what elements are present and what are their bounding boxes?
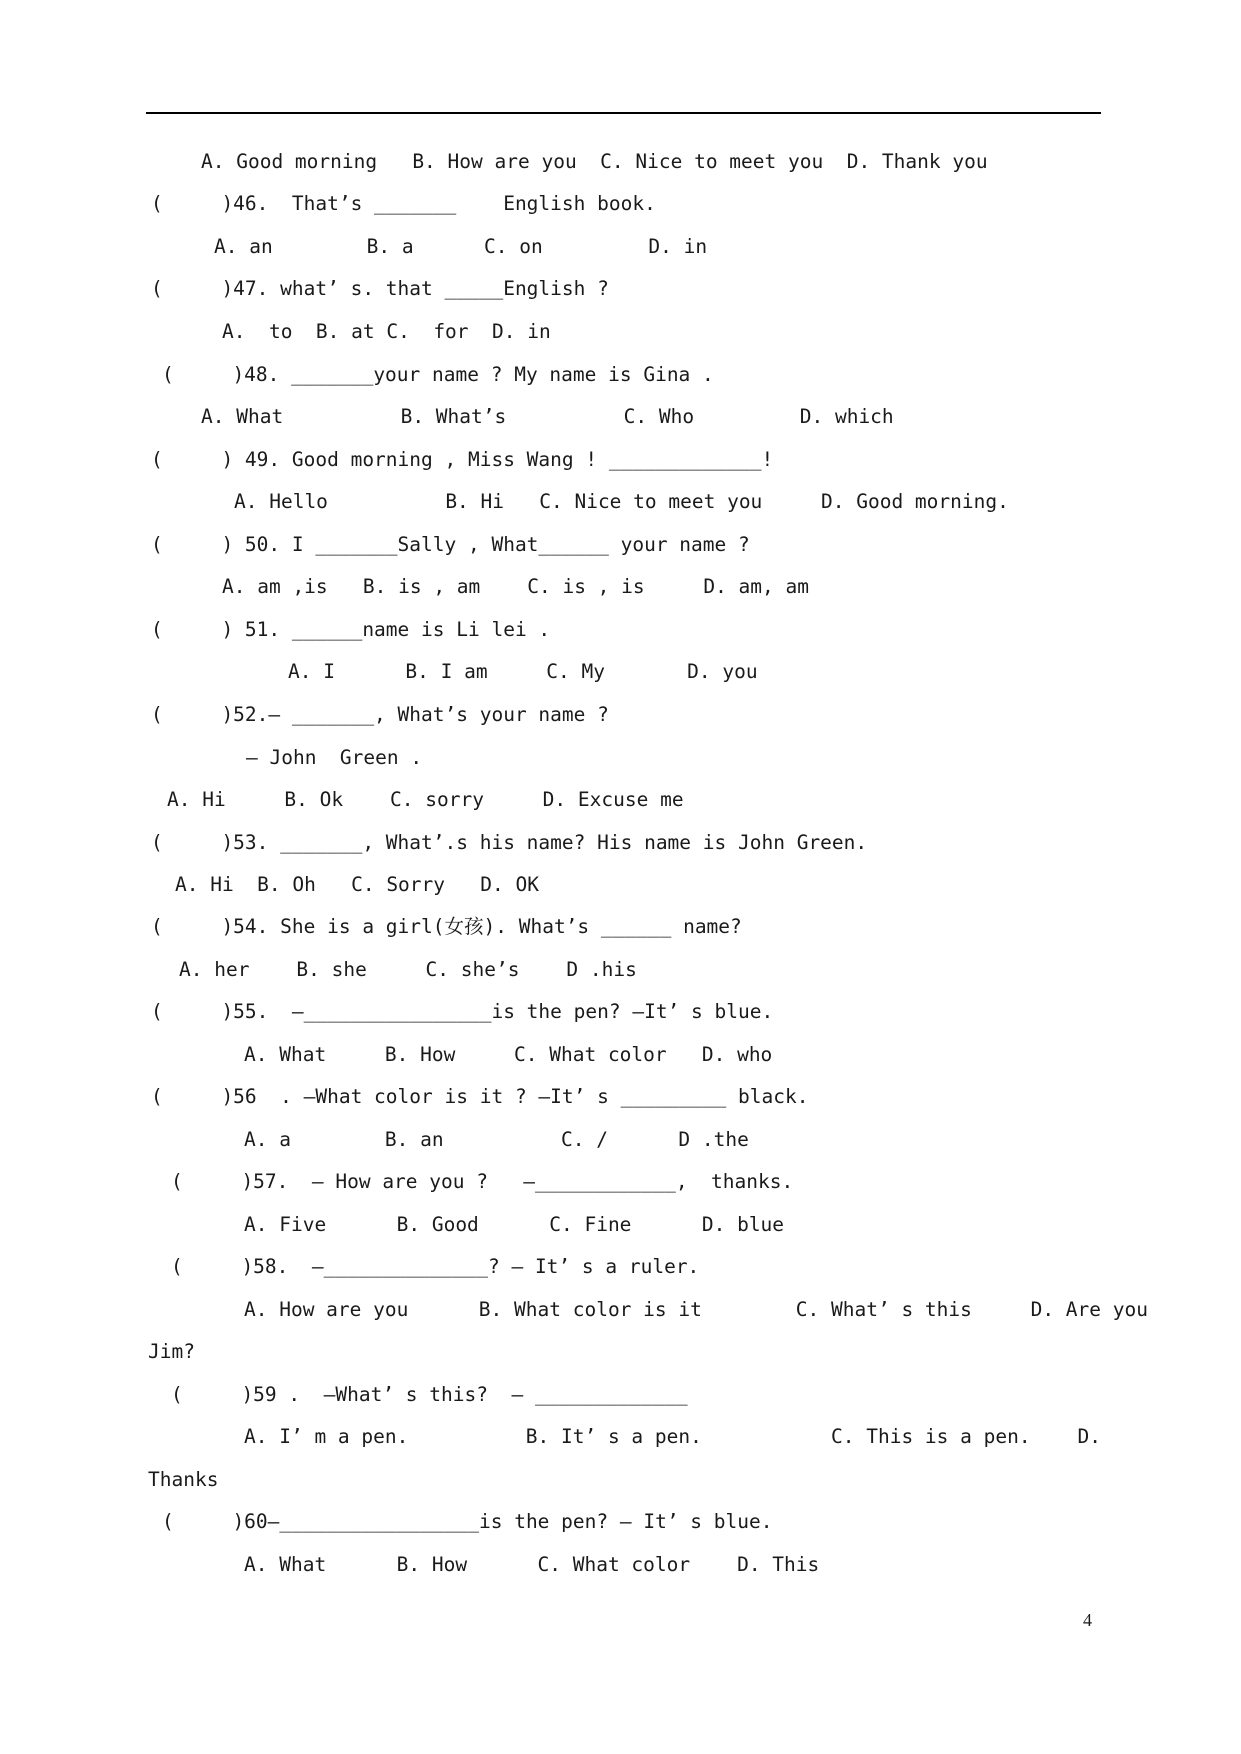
q60-options: A. What B. How C. What color D. This	[244, 1553, 820, 1576]
q47-options: A. to B. at C. for D. in	[222, 320, 551, 343]
q58-options-wrap: Jim?	[148, 1340, 195, 1363]
q54-question: ( )54. She is a girl(女孩). What’s ______ name?	[151, 915, 742, 938]
q45-options: A. Good morning B. How are you C. Nice to meet you D. Thank you	[201, 150, 988, 173]
header-rule	[146, 112, 1101, 114]
q59-question: ( )59 . —What’ s this? — _____________	[171, 1383, 688, 1406]
q53-options: A. Hi B. Oh C. Sorry D. OK	[175, 873, 539, 896]
q58-question: ( )58. —______________? — It’ s a ruler.	[171, 1255, 700, 1278]
q59-options: A. I’ m a pen. B. It’ s a pen. C. This is a pen. D.	[244, 1425, 1102, 1448]
q56-options: A. a B. an C. / D .the	[244, 1128, 749, 1151]
q55-options: A. What B. How C. What color D. who	[244, 1043, 773, 1066]
q57-options: A. Five B. Good C. Fine D. blue	[244, 1213, 785, 1236]
q57-question: ( )57. — How are you ? —____________, thanks.	[171, 1170, 794, 1193]
q53-question: ( )53. _______, What’.s his name? His name is John Green.	[151, 831, 868, 854]
q46-options: A. an B. a C. on D. in	[214, 235, 708, 258]
q50-options: A. am ,is B. is , am C. is , is D. am, am	[222, 575, 809, 598]
q51-options: A. I B. I am C. My D. you	[288, 660, 758, 683]
q56-question: ( )56 . —What color is it ? —It’ s _________ black.	[151, 1085, 809, 1108]
q52-question: ( )52.— _______, What’s your name ?	[151, 703, 609, 726]
q47-question: ( )47. what’ s. that _____English ?	[151, 277, 609, 300]
q50-question: ( ) 50. I _______Sally , What______ your name ?	[151, 533, 750, 556]
q54-options: A. her B. she C. she’s D .his	[179, 958, 637, 981]
q52-options: A. Hi B. Ok C. sorry D. Excuse me	[167, 788, 684, 811]
q48-question: ( )48. _______your name ? My name is Gina .	[162, 363, 714, 386]
q59-options-wrap: Thanks	[148, 1468, 219, 1491]
q49-question: ( ) 49. Good morning , Miss Wang ! _____________!	[151, 448, 774, 471]
q51-question: ( ) 51. ______name is Li lei .	[151, 618, 551, 641]
q52-answer: — John Green .	[246, 746, 423, 769]
q55-question: ( )55. —________________is the pen? —It’ s blue.	[151, 1000, 774, 1023]
q48-options: A. What B. What’s C. Who D. which	[201, 405, 894, 428]
q46-question: ( )46. That’s _______ English book.	[151, 192, 656, 215]
q49-options: A. Hello B. Hi C. Nice to meet you D. Good morning.	[234, 490, 1009, 513]
page-number: 4	[1083, 1610, 1092, 1630]
q60-question: ( )60—_________________is the pen? — It’ s blue.	[162, 1510, 773, 1533]
q58-options: A. How are you B. What color is it C. What’ s this D. Are you	[244, 1298, 1148, 1321]
